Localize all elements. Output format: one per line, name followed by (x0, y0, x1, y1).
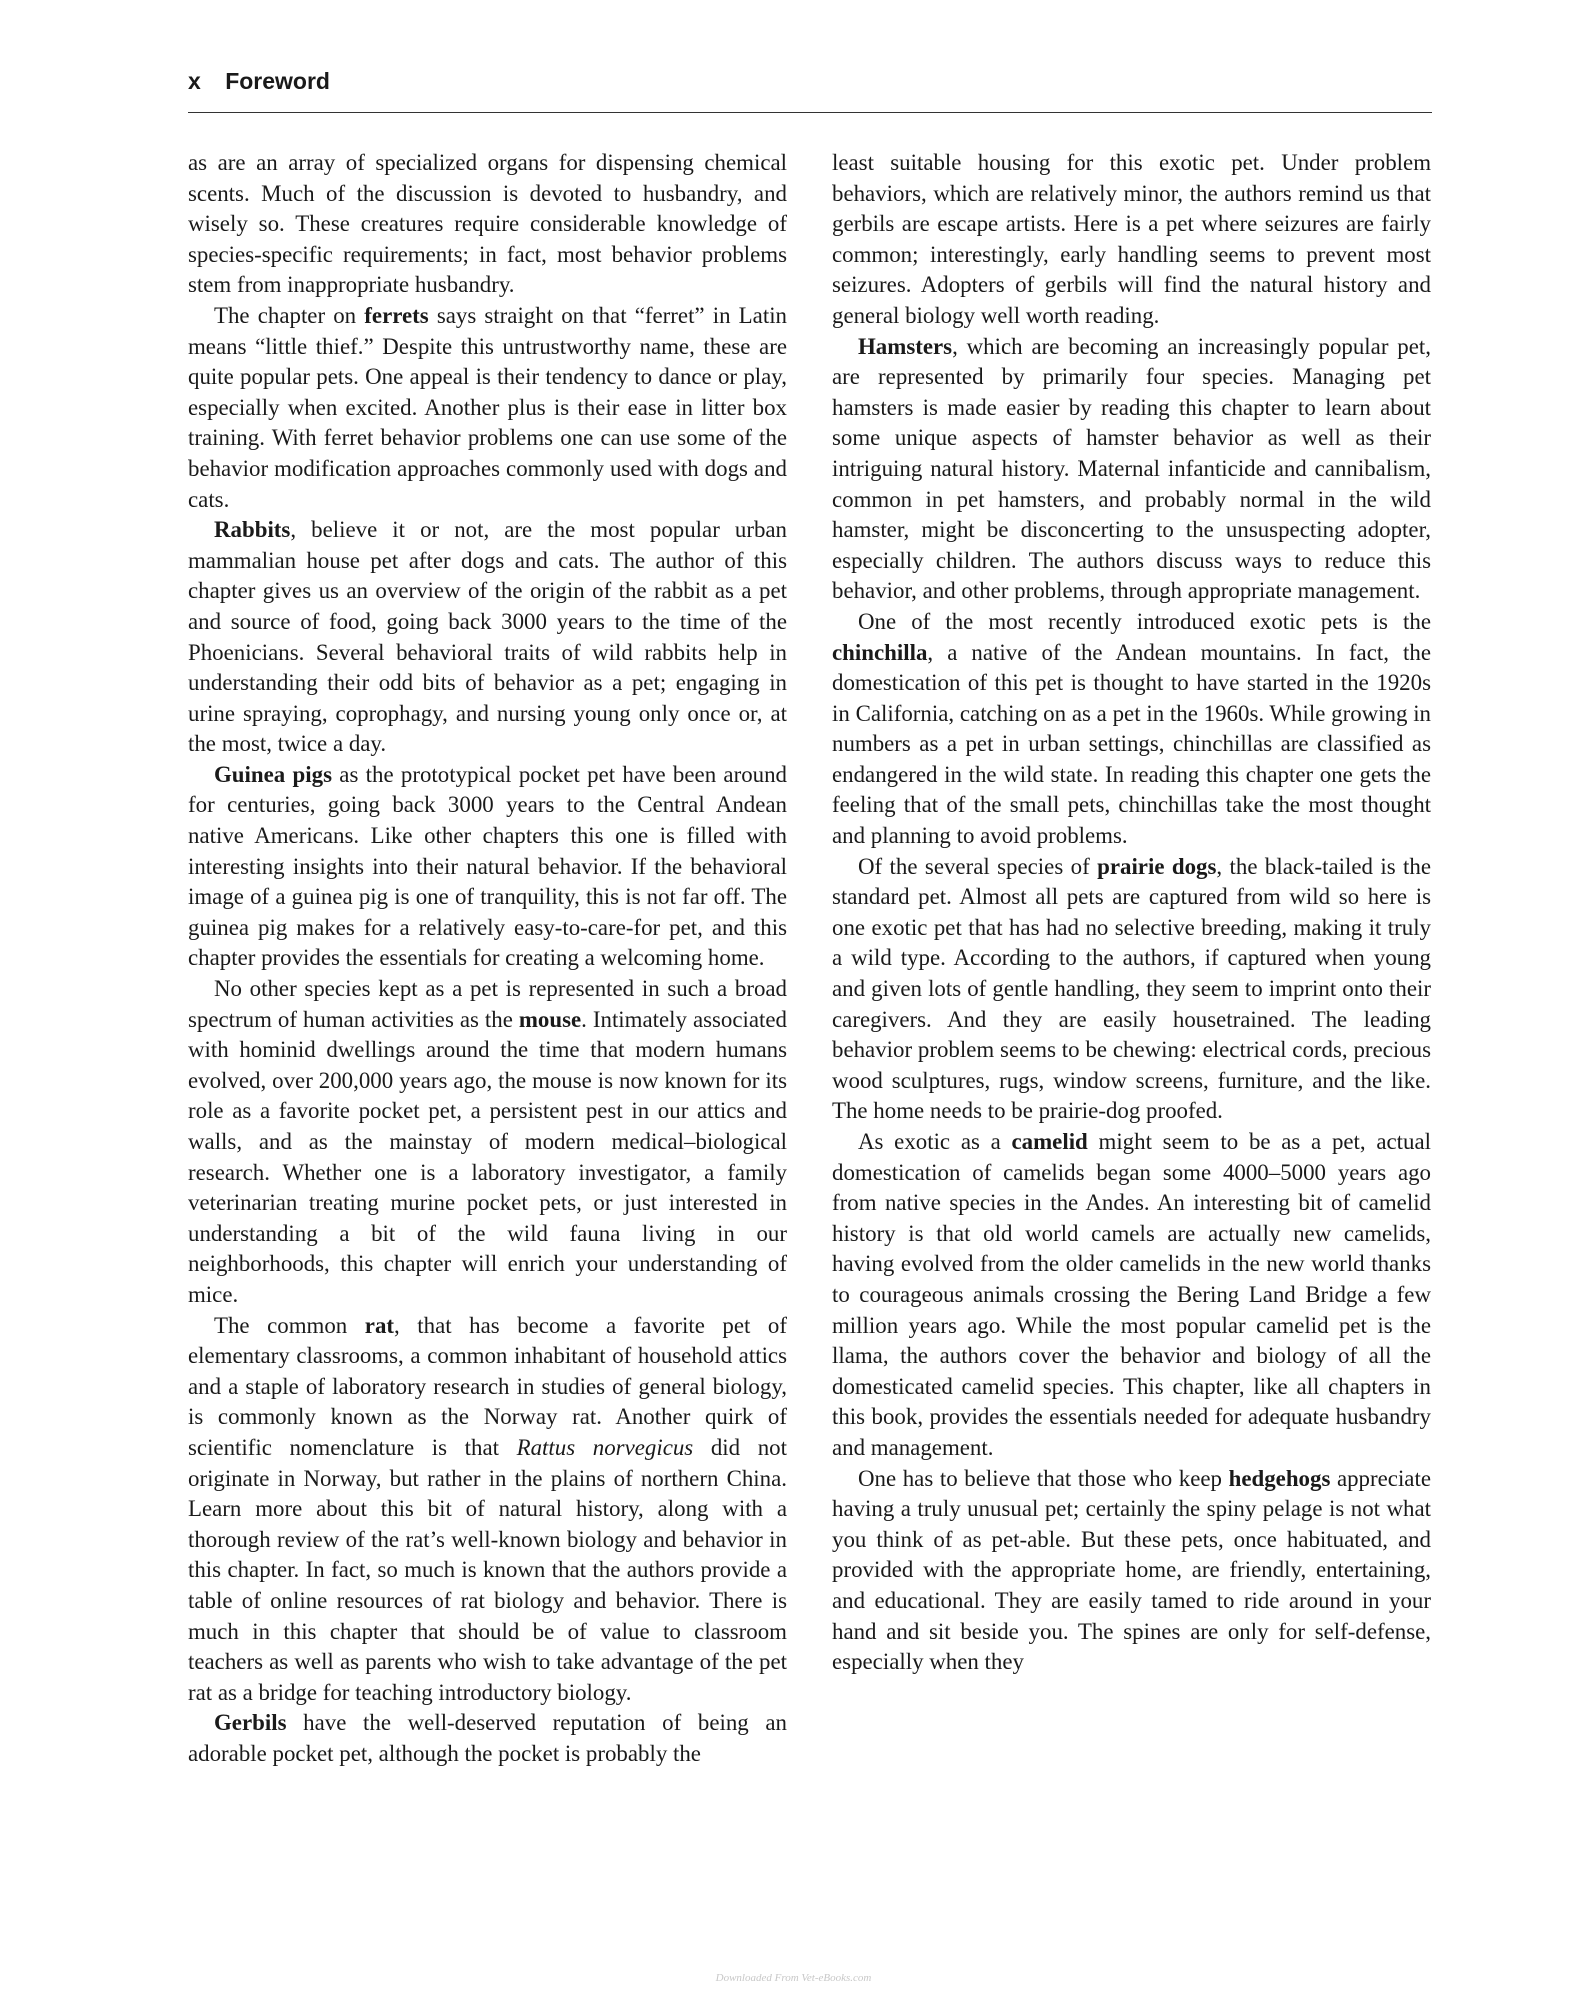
paragraph-rat (188, 1311, 787, 1709)
bold-term: ferrets (364, 302, 429, 328)
paragraph (188, 148, 787, 301)
paragraph-text: One has to believe that those who keep (858, 1465, 1229, 1491)
paragraph-text: appreciate having a truly unusual pet; certainly the spiny pelage is not what you think of as pet-able. But these pets, once habituated, and provided with the appropriate home, are friendly, entertaining, and educational. They are easily tamed to ride around in your hand and sit beside you. The spines are only for self-defense, especially when they (832, 1465, 1431, 1675)
paragraph-rabbits (188, 515, 787, 760)
paragraph-text: have the well-deserved reputation of being an adorable pocket pet, although the pocket is probably the (188, 1710, 787, 1766)
bold-term: Guinea pigs (214, 761, 332, 787)
paragraph-text: as are an array of specialized organs for dispensing chemical scents. Much of the discussion is devoted to husbandry, and wisely so. These creatures require considerable knowledge of species-specific requirements; in fact, most behavior problems stem from inappropriate husbandry. (188, 150, 787, 298)
paragraph-hedgehogs (832, 1464, 1431, 1678)
paragraph-text: did not originate in Norway, but rather in the plains of northern China. Learn more about this bit of natural history, along with a thorough review of the rat’s well-known biology and behavior in this chapter. In fact, so much is known that the authors provide a table of online resources of rat biology and behavior. There is much in this chapter that should be of value to classroom teachers as well as parents who wish to take advantage of the pet rat as a bridge for teaching introductory biology. (188, 1434, 787, 1705)
bold-term: mouse (518, 1006, 582, 1032)
bold-term: Hamsters (858, 333, 953, 359)
bold-term: Gerbils (214, 1710, 287, 1736)
paragraph-text: As exotic as a (858, 1129, 1012, 1154)
paragraph-text: says straight on that “ferret” in Latin means “little thief.” Despite this untrustworthy name, these are quite popular pets. One appeal is their tendency to dance or play, especially when excited. Another plus is their ease in litter box training. With ferret behavior problems one can use some of the behavior modification approaches commonly used with dogs and cats. (188, 302, 787, 512)
paragraph-text: , believe it or not, are the most popular urban mammalian house pet after dogs and cats. The author of this chapter gives us an overview of the origin of the rabbit as a pet and source of food, going back 3000 years to the time of the Phoenicians. Several behavioral traits of wild rabbits help in understanding their odd bits of behavior as a pet; engaging in urine spraying, coprophagy, and nursing young only once or, at the most, twice a day. (188, 517, 787, 757)
italic-term: Rattus norvegicus (516, 1434, 694, 1460)
left-column (188, 148, 787, 1769)
bold-term: hedgehogs (1228, 1465, 1331, 1491)
page-number: x (188, 68, 201, 94)
paragraph-chinchilla (832, 607, 1431, 852)
paragraph-camelid (832, 1127, 1431, 1464)
paragraph-hamsters (832, 332, 1431, 607)
paragraph-ferrets (188, 301, 787, 515)
paragraph-text: least suitable housing for this exotic pet. Under problem behaviors, which are relatively minor, the authors remind us that gerbils are escape artists. Here is a pet where seizures are fairly common; interestingly, early handling seems to prevent most seizures. Adopters of gerbils will find the natural history and general biology well worth reading. (832, 150, 1431, 328)
paragraph-text: might seem to be as a pet, actual domestication of camelids began some 4000–5000 years ago from native species in the Andes. An interesting bit of camelid history is that old world camels are actually new camelids, having evolved from the older camelids in the new world thanks to courageous animals crossing the Bering Land Bridge a few million years ago. While the most popular camelid pet is the llama, the authors cover the behavior and biology of all the domesticated camelid species. This chapter, like all chapters in this book, provides the essentials needed for adequate husbandry and management. (832, 1129, 1431, 1460)
paragraph-mouse (188, 974, 787, 1311)
running-title: Foreword (225, 68, 330, 94)
paragraph-text: , that has become a favorite pet of elementary classrooms, a common inhabitant of household attics and a staple of laboratory research in studies of general biology, is commonly known as the Norway rat. Another quirk of scientific nomenclature is that (188, 1312, 787, 1460)
running-header (188, 68, 1432, 113)
bold-term: chinchilla (832, 639, 928, 665)
right-column (832, 148, 1431, 1678)
paragraph-text: . Intimately associated with hominid dwellings around the time that modern humans evolved, over 200,000 years ago, the mouse is now known for its role as a favorite pocket pet, a persistent pest in our attics and walls, and as the mainstay of modern medical–biological research. Whether one is a laboratory investigator, a family veterinarian treating murine pocket pets, or just interested in understanding a bit of the wild fauna living in our neighborhoods, this chapter will enrich your understanding of mice. (188, 1006, 788, 1307)
paragraph (832, 148, 1431, 332)
bold-term: camelid (1011, 1129, 1088, 1154)
watermark: Downloaded From Vet-eBooks.com (715, 1972, 872, 1984)
paragraph-text: No other species kept as a pet is represented in such a broad spectrum of human activities as the (188, 976, 787, 1032)
paragraph-guinea-pigs (188, 760, 787, 974)
paragraph-gerbils (188, 1708, 787, 1769)
paragraph-text: Of the several species of (858, 853, 1098, 879)
paragraph-text: One of the most recently introduced exotic pets is the (858, 608, 1431, 634)
bold-term: rat (364, 1312, 395, 1338)
paragraph-text: as the prototypical pocket pet have been around for centuries, going back 3000 years to the Central Andean native Americans. Like other chapters this one is filled with interesting insights into their natural behavior. If the behavioral image of a guinea pig is one of tranquility, this is not far off. The guinea pig makes for a relatively easy-to-care-for pet, and this chapter provides the essentials for creating a welcoming home. (188, 761, 787, 971)
paragraph-prairie-dogs (832, 852, 1431, 1127)
paragraph-text: , the black-tailed is the standard pet. Almost all pets are captured from wild so here is one exotic pet that has had no selective breeding, making it truly a wild type. According to the authors, if captured when young and given lots of gentle handling, they seem to imprint onto their caregivers. And they are easily housetrained. The leading behavior problem seems to be chewing: electrical cords, precious wood sculptures, rugs, window screens, furniture, and the like. The home needs to be prairie-dog proofed. (832, 853, 1431, 1124)
paragraph-text: The common (214, 1312, 365, 1338)
bold-term: Rabbits (214, 517, 291, 543)
paragraph-text: , which are becoming an increasingly popular pet, are represented by primarily four species. Managing pet hamsters is made easier by reading this chapter to learn about some unique aspects of hamster behavior as well as their intriguing natural history. Maternal infanticide and cannibalism, common in pet hamsters, and probably normal in the wild hamster, might be disconcerting to the unsuspecting adopter, especially children. The authors discuss ways to reduce this behavior, and other problems, through appropriate management. (832, 333, 1431, 604)
paragraph-text: , a native of the Andean mountains. In fact, the domestication of this pet is thought to have started in the 1920s in California, catching on as a pet in the 1960s. While growing in numbers as a pet in urban settings, chinchillas are classified as endangered in the wild state. In reading this chapter one gets the feeling that of the small pets, chinchillas take the most thought and planning to avoid problems. (832, 639, 1431, 849)
paragraph-text: The chapter on (214, 302, 365, 328)
bold-term: prairie dogs (1097, 853, 1217, 879)
